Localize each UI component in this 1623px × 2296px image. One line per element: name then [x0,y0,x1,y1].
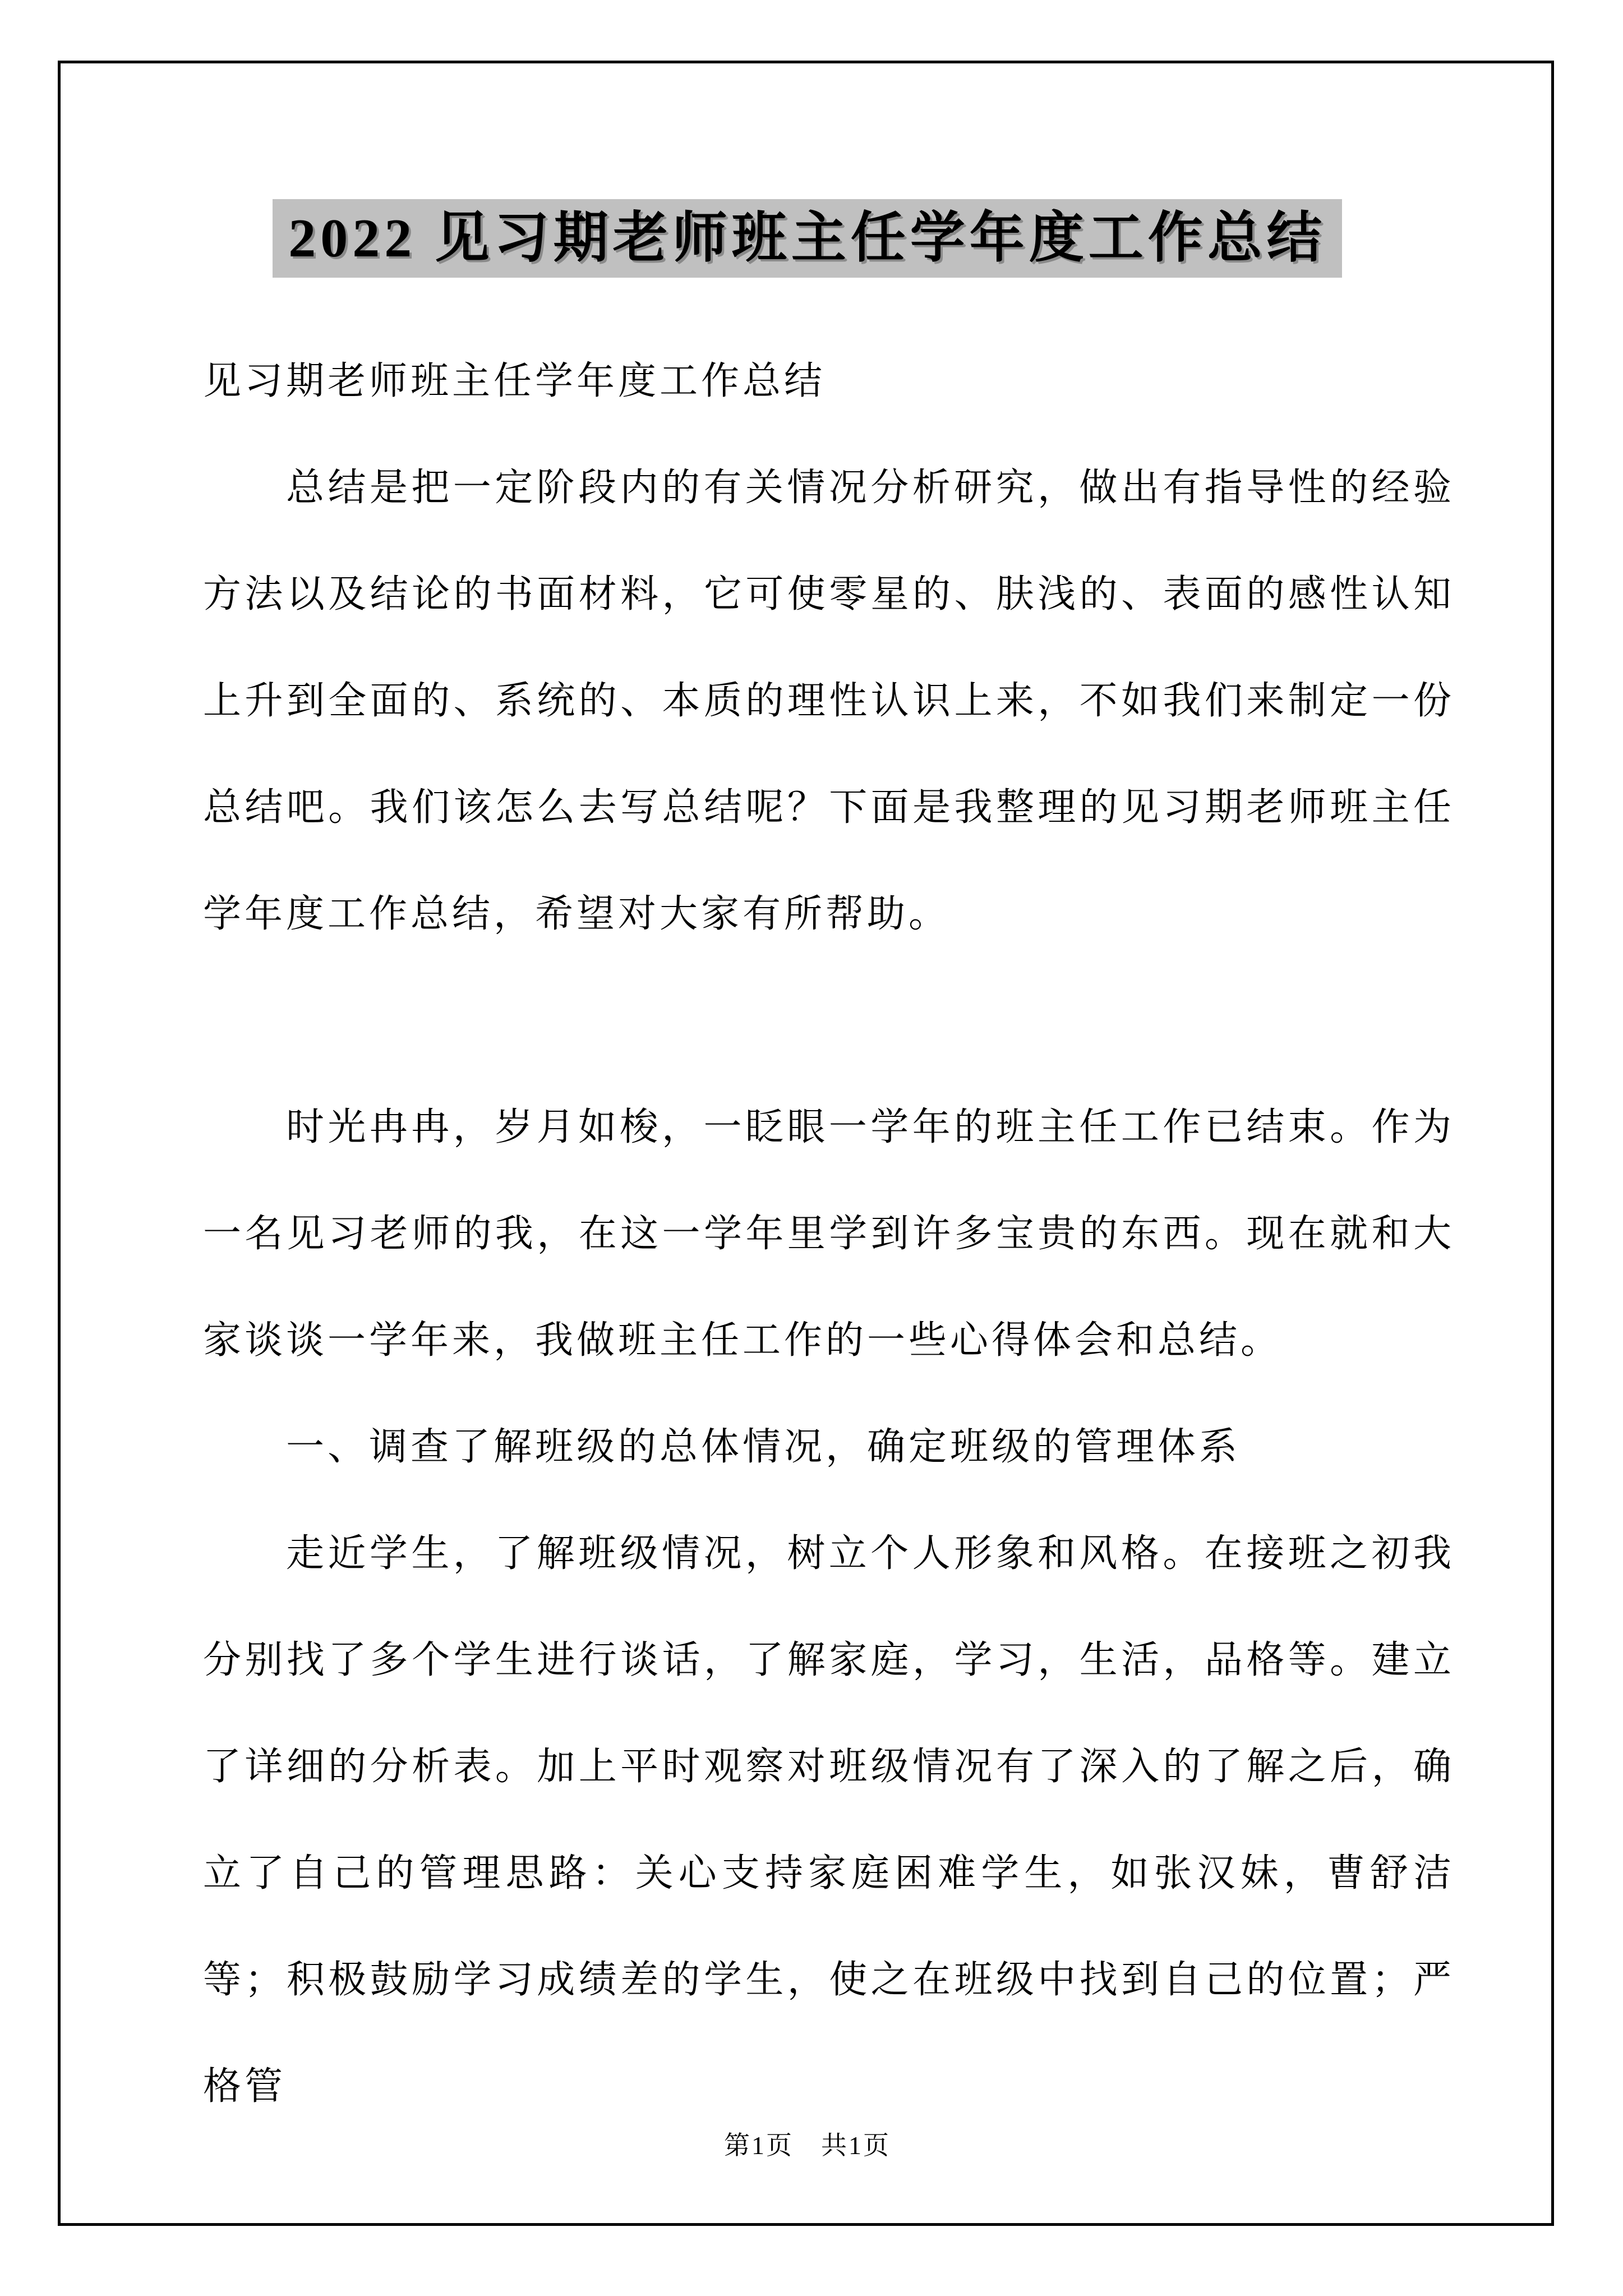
page-number-label: 第1页 共1页 [724,2131,891,2160]
document-title [61,199,1554,278]
page-footer [61,2125,1554,2162]
paragraph: 时光冉冉，岁月如梭，一眨眼一学年的班主任工作已结束。作为一名见习老师的我，在这一学年里学到许多宝贵的东西。现在就和大家谈谈一学年来，我做班主任工作的一些心得体会和总结。 [203,1106,1455,1361]
paragraph: 一、调查了解班级的总体情况，确定班级的管理体系 [286,1425,1241,1468]
paragraph: 总结是把一定阶段内的有关情况分析研究，做出有指导性的经验方法以及结论的书面材料，它可使零星的、肤浅的、表面的感性认知上升到全面的、系统的、本质的理性认识上来，不如我们来制定一份总结吧。我们该怎么去写总结呢？下面是我整理的见习期老师班主任学年度工作总结，希望对大家有所帮助。 [203,466,1455,935]
paragraph: 走近学生，了解班级情况，树立个人形象和风格。在接班之初我分别找了多个学生进行谈话，了解家庭，学习，生活，品格等。建立了详细的分析表。加上平时观察对班级情况有了深入的了解之后，确立了自己的管理思路：关心支持家庭困难学生，如张汉妹，曹舒洁等；积极鼓励学习成绩差的学生，使之在班级中找到自己的位置；严格管 [203,1532,1455,2108]
document-title-text: 2022 见习期老师班主任学年度工作总结 [273,199,1342,278]
document-body [203,328,1455,2139]
paragraph: 见习期老师班主任学年度工作总结 [203,360,826,402]
paragraph [203,967,1455,1074]
